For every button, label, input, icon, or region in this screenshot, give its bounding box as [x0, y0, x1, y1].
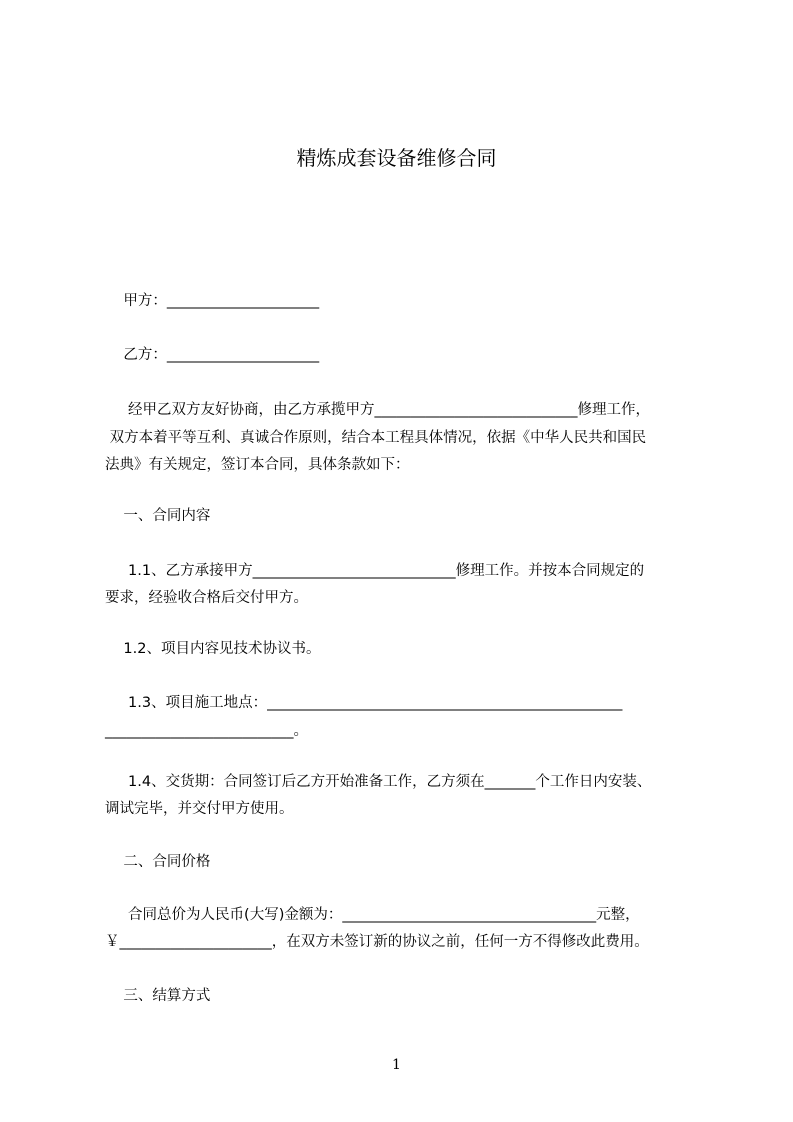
clause-1-4-line-2: 调试完毕，并交付甲方使用。 — [105, 801, 294, 817]
clause-1-3-line-2: __________________________。 — [105, 723, 308, 739]
clause-1-1-line-1: 1.1、乙方承接甲方____________________________修理工作。并按本合同规定的 — [105, 563, 645, 579]
preamble-line-1: 经甲乙双方友好协商，由乙方承揽甲方____________________________修理工作， — [105, 402, 651, 418]
preamble-line-3: 法典》有关规定，签订本合同，具体条款如下： — [105, 457, 410, 473]
page-number: 1 — [392, 1057, 401, 1073]
section-3-heading: 三、结算方式 — [105, 988, 211, 1004]
party-a-line: 甲方：_____________________ — [105, 293, 320, 309]
party-b-line: 乙方：_____________________ — [105, 347, 320, 363]
price-line-1: 合同总价为人民币(大写)金额为：___________________________________元整， — [105, 907, 640, 923]
section-2-heading: 二、合同价格 — [105, 854, 211, 870]
price-line-2: ￥_____________________，在双方未签订新的协议之前，任何一方不得修改此费用。 — [105, 934, 649, 950]
clause-1-3-line-1: 1.3、项目施工地点：_________________________________________________ — [105, 695, 623, 711]
clause-1-4-line-1: 1.4、交货期：合同签订后乙方开始准备工作，乙方须在_______个工作日内安装、 — [105, 774, 652, 790]
clause-1-2: 1.2、项目内容见技术协议书。 — [105, 641, 321, 657]
section-1-heading: 一、合同内容 — [105, 508, 211, 524]
preamble-line-2: 双方本着平等互利、真诚合作原则，结合本工程具体情况，依据《中华人民共和国民 — [105, 430, 647, 446]
clause-1-1-line-2: 要求，经验收合格后交付甲方。 — [105, 590, 308, 606]
document-title: 精炼成套设备维修合同 — [296, 146, 497, 170]
